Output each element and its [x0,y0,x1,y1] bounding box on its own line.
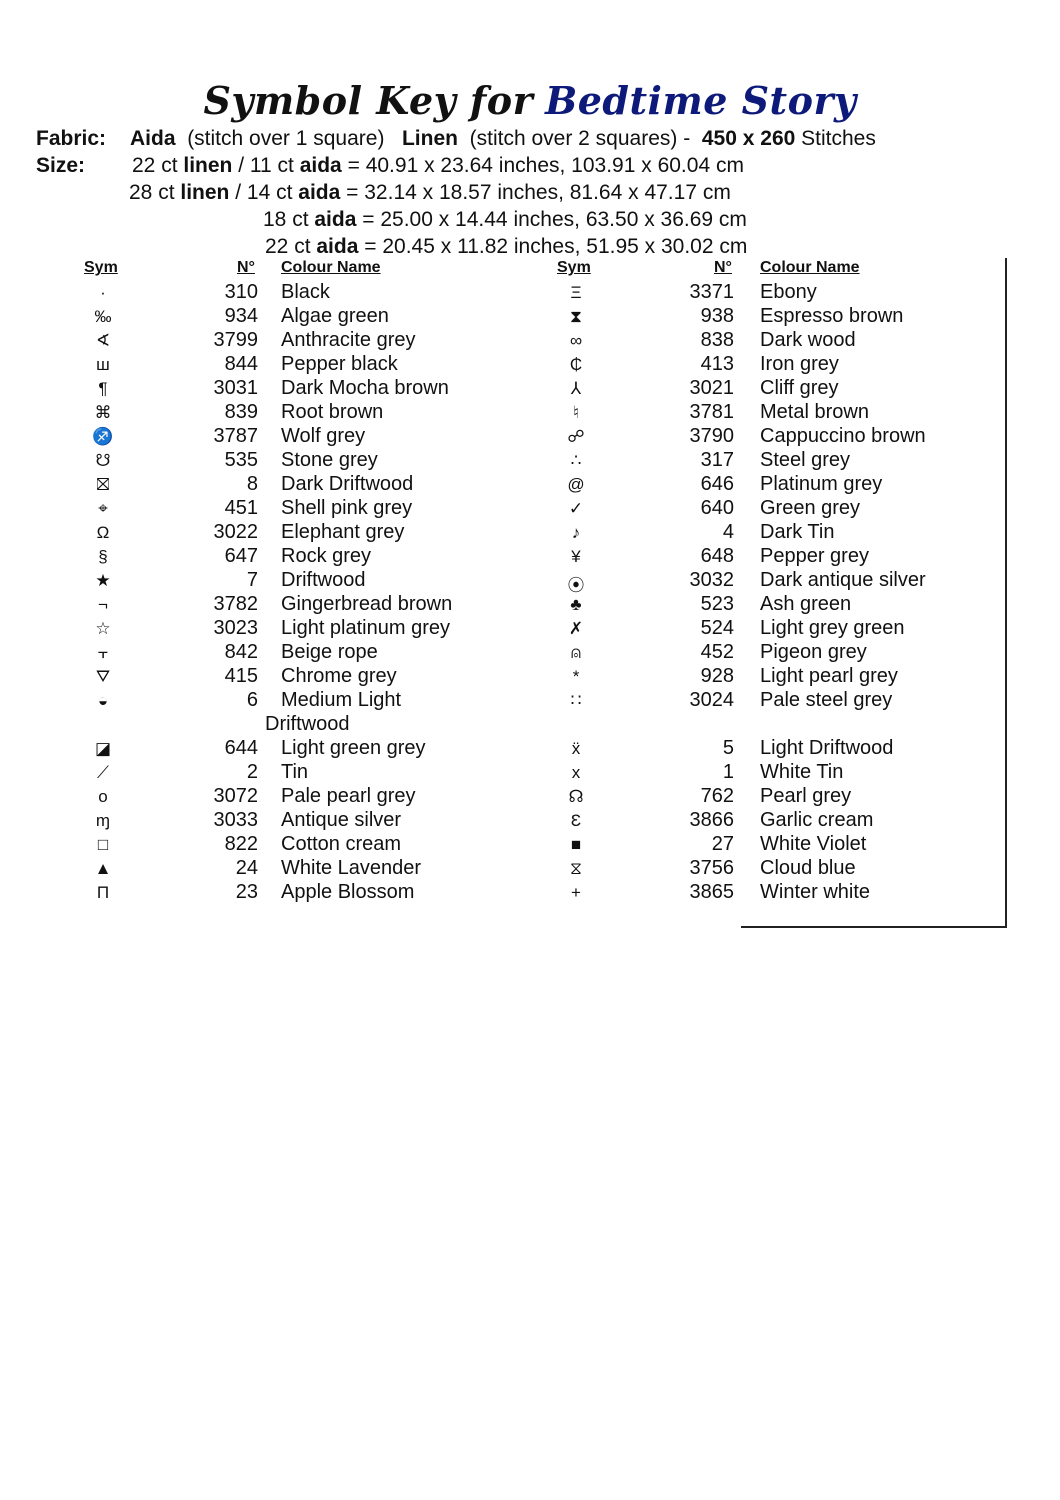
dmc-number: 839 [224,401,258,423]
colour-name: Algae green [281,305,389,327]
size-dimensions: = 25.00 x 14.44 inches, 63.50 x 36.69 cm [356,208,747,231]
dmc-number: 3790 [689,425,734,447]
size-dimensions: = 20.45 x 11.82 inches, 51.95 x 30.02 cm [364,235,748,258]
colour-name: Metal brown [760,401,869,423]
dmc-number: 27 [711,833,734,855]
size-line-1 [132,154,744,178]
stitch-count: 450 x 260 [701,127,796,150]
colour-name: Cloud blue [760,857,856,879]
colour-name: Light grey green [760,617,905,639]
colour-name: Wolf grey [281,425,366,447]
size-count: 22 ct [132,154,178,177]
dmc-number: 3031 [213,377,258,399]
dmc-number: 3371 [689,281,734,303]
symbol-icon: · [100,283,106,302]
symbol-icon: ⟋ [97,763,109,782]
colour-name: Steel grey [760,449,851,471]
symbol-icon: ¥ [571,547,581,566]
dmc-number: 6 [246,689,258,711]
header-sym: Sym [84,259,118,276]
table-row [556,785,996,809]
dmc-number: 644 [224,737,258,759]
symbol-icon: ⛛ [95,667,111,686]
symbol-icon: ■ [570,835,582,854]
symbol-icon: ⛝ [96,475,110,494]
dmc-number: 3866 [689,809,734,831]
table-row [80,569,520,593]
symbol-icon: ⫟ [97,643,109,662]
symbol-icon: ∞ [569,331,583,350]
symbol-icon: ★ [95,571,111,590]
dmc-number: 7 [246,569,258,591]
table-row [80,425,520,449]
table-row [556,473,996,497]
symbol-icon: ⌘ [94,403,112,422]
size-line-3 [263,208,747,232]
size-fabric: linen [180,181,230,204]
table-row [80,689,520,735]
symbol-icon: ♪ [571,523,581,542]
table-row [80,377,520,401]
dmc-number: 5 [722,737,734,759]
table-row [556,305,996,329]
colour-name: Dark wood [760,329,856,351]
size-label: Size: [36,154,86,177]
symbol-icon: ◪ [94,739,112,758]
dmc-number: 844 [224,353,258,375]
table-row [556,641,996,665]
table-row [556,593,996,617]
table-row [80,497,520,521]
table-row [80,641,520,665]
table-row [80,881,520,905]
symbol-icon: ⌖ [98,499,108,518]
size-fabric: linen [183,154,233,177]
symbol-icon: ¬ [98,595,108,614]
dmc-number: 535 [224,449,258,471]
table-row [80,737,520,761]
dmc-number: 762 [700,785,734,807]
symbol-icon: ♐ [92,427,114,446]
dmc-number: 413 [700,353,734,375]
symbol-icon: o [98,787,108,806]
table-row [80,857,520,881]
table-row [556,857,996,881]
table-row [80,401,520,425]
dmc-number: 3787 [213,425,258,447]
colour-name: Light platinum grey [281,617,450,639]
colour-name: Ebony [760,281,817,303]
table-row [556,449,996,473]
dmc-number: 4 [722,521,734,543]
table-row [556,521,996,545]
dmc-number: 648 [700,545,734,567]
symbol-icon: □ [97,835,109,854]
table-right-border [1005,258,1007,928]
colour-name: Chrome grey [281,665,397,687]
table-row [556,665,996,689]
colour-name-continued: Driftwood [265,713,350,735]
colour-name: Light Driftwood [760,737,894,759]
colour-name: Platinum grey [760,473,883,495]
dmc-number: 23 [235,881,258,903]
dmc-number: 451 [224,497,258,519]
dmc-number: 3072 [213,785,258,807]
colour-name: Cliff grey [760,377,839,399]
dmc-number: 842 [224,641,258,663]
colour-name: White Lavender [281,857,422,879]
stitch-suffix: Stitches [801,127,876,150]
colour-name: Root brown [281,401,384,423]
colour-name: Tin [281,761,309,783]
table-row [556,881,996,905]
symbol-icon: ₵ [569,355,583,374]
dmc-number: 2 [246,761,258,783]
size-dimensions: = 32.14 x 18.57 inches, 81.64 x 47.17 cm [346,181,731,204]
dmc-number: 934 [224,305,258,327]
dmc-number: 317 [700,449,734,471]
dmc-number: 928 [700,665,734,687]
symbol-icon: ♣ [570,595,582,614]
size-count: 18 ct [263,208,309,231]
colour-name: Light green grey [281,737,426,759]
dmc-number: 3756 [689,857,734,879]
symbol-icon: ‰ [94,307,112,326]
symbol-icon: ▲ [94,859,112,878]
dmc-number: 647 [224,545,258,567]
dmc-number: 3782 [213,593,258,615]
symbol-icon: Π [96,883,110,902]
dmc-number: 8 [246,473,258,495]
size-fabric-2: aida [298,181,341,204]
size-count-2: / 14 ct [235,181,293,204]
table-row [80,833,520,857]
size-count: 28 ct [129,181,175,204]
table-row [556,281,996,305]
symbol-icon: ш [96,355,110,374]
colour-name: Pale pearl grey [281,785,416,807]
dmc-number: 3781 [689,401,734,423]
colour-name: Ash green [760,593,852,615]
table-row [80,449,520,473]
symbol-icon: Ξ [570,283,582,302]
colour-name: Cappuccino brown [760,425,926,447]
symbol-icon: ☊ [568,787,584,806]
table-row [80,785,520,809]
symbol-icon: § [98,547,108,566]
colour-name: Antique silver [281,809,402,831]
table-row [556,569,996,593]
symbol-icon: Ω [96,523,110,542]
colour-name: Gingerbread brown [281,593,453,615]
dmc-number: 3865 [689,881,734,903]
dmc-number: 646 [700,473,734,495]
dmc-number: 3799 [213,329,258,351]
colour-name: Pigeon grey [760,641,867,663]
colour-name: Elephant grey [281,521,405,543]
symbol-icon: ⧗ [570,307,582,326]
dmc-number: 822 [224,833,258,855]
symbol-icon: ∢ [95,331,111,350]
dmc-number: 3033 [213,809,258,831]
symbol-icon: ⅄ [570,379,582,398]
colour-name: Light pearl grey [760,665,898,687]
symbol-icon: ♮ [572,403,580,422]
table-row [80,305,520,329]
size-fabric: aida [314,208,357,231]
colour-name: White Tin [760,761,844,783]
dmc-number: 938 [700,305,734,327]
dmc-number: 452 [700,641,734,663]
symbol-icon: ∴ [570,451,582,470]
size-count-2: / 11 ct [238,154,294,177]
table-row [556,617,996,641]
colour-name: Iron grey [760,353,839,375]
table-row [556,425,996,449]
colour-name: Garlic cream [760,809,874,831]
table-row [80,593,520,617]
colour-name: Pearl grey [760,785,852,807]
symbol-icon: ⍝ [570,643,582,662]
table-row [556,329,996,353]
dmc-number: 523 [700,593,734,615]
symbol-icon: ⧖ [570,859,582,878]
table-row [556,809,996,833]
dmc-number: 3024 [689,689,734,711]
table-bottom-border [741,926,1007,928]
colour-name: Dark Mocha brown [281,377,449,399]
colour-name: Dark antique silver [760,569,926,591]
table-row [556,761,996,785]
dmc-number: 524 [700,617,734,639]
colour-name: Medium Light [281,689,402,711]
colour-name: Espresso brown [760,305,904,327]
symbol-icon: ɱ [95,811,111,830]
dmc-number: 640 [700,497,734,519]
colour-name: Driftwood [281,569,366,591]
dmc-number: 1 [722,761,734,783]
symbol-icon: Ɛ [570,811,582,830]
fabric-linen: Linen [401,127,458,150]
symbol-icon: ☆ [95,619,111,638]
table-row [556,689,996,713]
dmc-number: 415 [224,665,258,687]
colour-name: Rock grey [281,545,372,567]
symbol-icon: ☍ [567,427,585,446]
fabric-aida: Aida [130,127,176,150]
header-colour-name: Colour Name [760,259,860,276]
dmc-number: 310 [224,281,258,303]
colour-name: Shell pink grey [281,497,413,519]
table-row [80,665,520,689]
table-row [556,401,996,425]
colour-name: Apple Blossom [281,881,415,903]
colour-name: Pepper black [281,353,398,375]
dmc-number: 24 [235,857,258,879]
header-num: N° [237,259,255,276]
table-row [80,473,520,497]
fabric-line [130,127,876,151]
colour-name: Pale steel grey [760,689,893,711]
symbol-icon: ¶ [98,379,108,398]
colour-name: Dark Tin [760,521,835,543]
colour-name: Anthracite grey [281,329,416,351]
header-num: N° [714,259,732,276]
table-row [80,281,520,305]
fabric-label: Fabric: [36,127,107,150]
page-title [0,78,1060,123]
table-row [80,353,520,377]
size-line-4 [265,235,747,259]
table-row [556,353,996,377]
colour-name: Pepper grey [760,545,869,567]
table-row [556,377,996,401]
symbol-icon: ☋ [95,451,111,470]
table-row [80,809,520,833]
symbol-icon: @ [567,475,585,494]
symbol-icon: ẍ [571,739,581,758]
table-row [80,329,520,353]
fabric-linen-note: (stitch over 2 squares) - [469,127,691,150]
size-fabric: aida [316,235,359,258]
colour-name: Green grey [760,497,861,519]
title-prefix: Symbol Key for [203,78,534,123]
colour-name: Beige rope [281,641,378,663]
header-colour-name: Colour Name [281,259,381,276]
dmc-number: 3022 [213,521,258,543]
dmc-number: 838 [700,329,734,351]
header-sym: Sym [557,259,591,276]
pattern-name: Bedtime Story [545,78,857,123]
symbol-icon: * [572,667,580,686]
dmc-number: 3032 [689,569,734,591]
dmc-number: 3021 [689,377,734,399]
colour-name: Cotton cream [281,833,402,855]
table-row [556,545,996,569]
symbol-icon: x [571,763,581,782]
colour-name: White Violet [760,833,867,855]
table-row [556,737,996,761]
colour-name: Winter white [760,881,871,903]
table-row [80,761,520,785]
symbol-icon: ✓ [568,499,584,518]
table-row [556,497,996,521]
symbol-icon: ⦿ [567,576,585,595]
table-row [80,521,520,545]
colour-name: Dark Driftwood [281,473,414,495]
table-row [556,833,996,857]
table-row [80,617,520,641]
size-fabric-2: aida [299,154,342,177]
dmc-number: 3023 [213,617,258,639]
colour-name: Stone grey [281,449,378,471]
symbol-icon: ∷ [570,691,582,710]
table-row [80,545,520,569]
symbol-icon: + [571,883,581,902]
size-dimensions: = 40.91 x 23.64 inches, 103.91 x 60.04 cm [347,154,744,177]
fabric-aida-note: (stitch over 1 square) [187,127,385,150]
colour-name: Black [281,281,330,303]
symbol-icon: ◒ [97,691,109,710]
size-line-2 [129,181,731,205]
size-count: 22 ct [265,235,311,258]
symbol-icon: ✗ [568,619,584,638]
